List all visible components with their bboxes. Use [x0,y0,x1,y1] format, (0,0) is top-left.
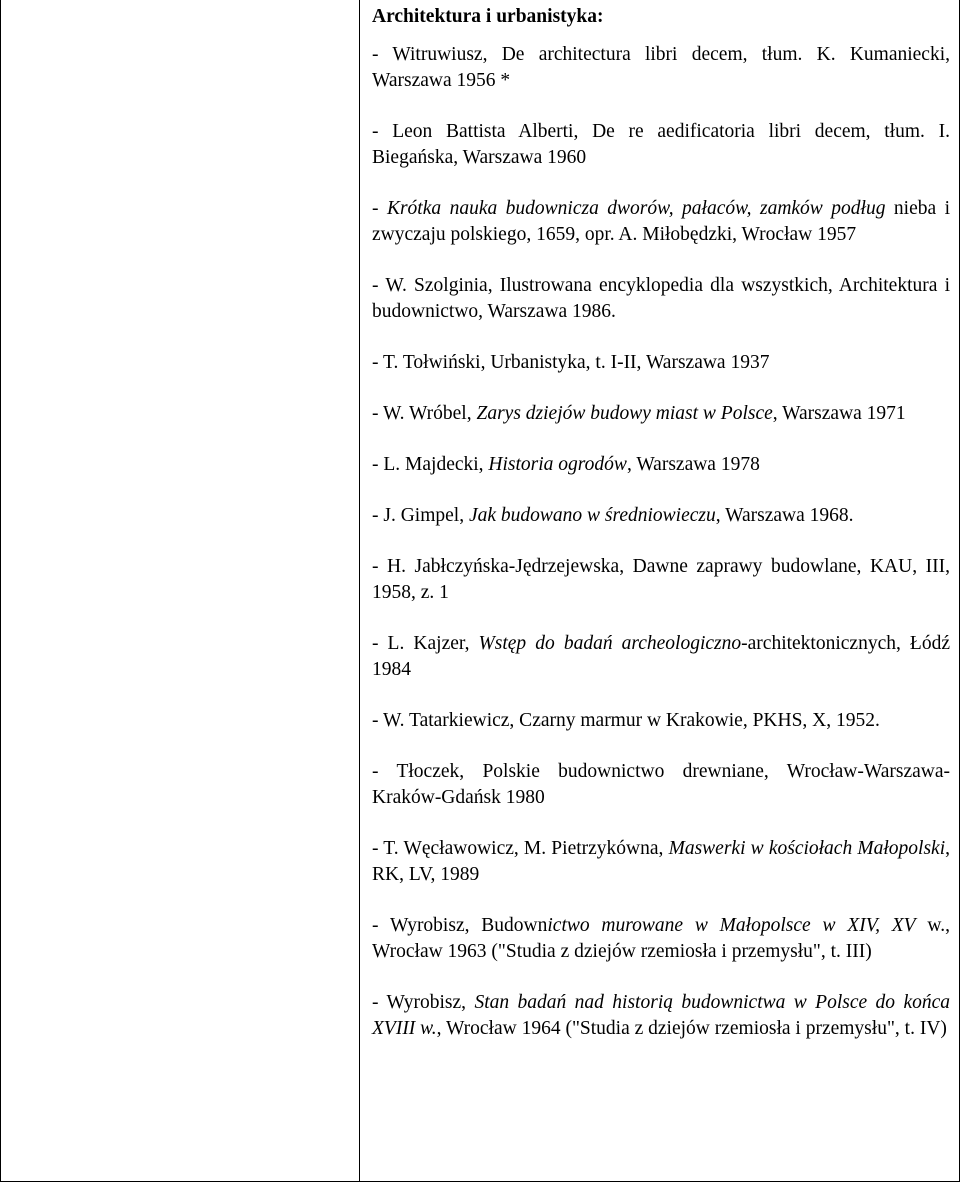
entry-text: - T. Tołwiński, Urbanistyka, t. I-II, Warszawa 1937 [372,352,770,373]
entry-text: - T. Węcławowicz, M. Pietrzykówna, [372,838,669,859]
entry-text: - L. Majdecki, [372,454,489,475]
bibliography-entry [372,196,950,248]
bibliography-entry [372,836,950,888]
bibliography-entry [372,554,950,606]
entry-text: w., Wrocław 1963 ("Studia z dziejów rzemiosła i przemysłu", t. III) [372,915,950,962]
entry-text: - Witruwiusz, De architectura libri decem, tłum. K. Kumaniecki, Warszawa 1956 * [372,44,950,91]
bibliography-entry [372,119,950,171]
entry-title-italic: ictwo murowane w Małopolsce w XIV, XV [547,915,916,936]
entry-text: - W. Szolginia, Ilustrowana encyklopedia dla wszystkich, Architektura i budownictwo, Warszawa 1986. [372,275,950,322]
entry-title-italic: Stan badań nad historią budownictwa w Polsce do końca XVIII w. [372,992,950,1039]
entry-text: , RK, LV, 1989 [372,838,950,885]
right-column-cell [360,0,959,1181]
entry-title-italic: Jak budowano w średniowieczu [468,505,716,526]
entry-text: nieba i zwyczaju polskiego, 1659, opr. A. Miłobędzki, Wrocław 1957 [372,198,951,245]
bibliography-entry [372,273,950,325]
bibliography-entry [372,990,950,1042]
entry-text: , Warszawa 1978 [626,454,760,475]
bibliography-entry [372,42,950,94]
entry-text: - L. Kajzer, [372,633,479,654]
bibliography-entry [372,913,950,965]
entry-title-italic: Historia ogrodów [488,454,627,475]
bibliography-entry [372,759,950,811]
bibliography-entry [372,708,950,734]
section-heading: Architektura i urbanistyka: [372,6,604,27]
bibliography-list [372,42,950,1042]
entry-text: - Tłoczek, Polskie budownictwo drewniane, Wrocław-Warszawa-Kraków-Gdańsk 1980 [372,761,950,808]
entry-title-italic: Krótka nauka budownicza dworów, pałaców, zamków podług [386,198,886,219]
entry-text: - W. Tatarkiewicz, Czarny marmur w Krakowie, PKHS, X, 1952. [372,710,880,731]
entry-text: - Wyrobisz, Budown [372,915,548,936]
bibliography-entry [372,401,950,427]
entry-title-italic: Maswerki w kościołach Małopolski [668,838,946,859]
bibliography-entry [372,350,950,376]
bibliography-entry [372,631,950,683]
left-column-empty-cell [1,0,360,1181]
entry-text: , Warszawa 1968. [715,505,854,526]
entry-title-italic: Wstęp do badań archeologiczno- [478,633,748,654]
entry-text: - Wyrobisz, [372,992,475,1013]
entry-text: - Leon Battista Alberti, De re aedificatoria libri decem, tłum. I. Biegańska, Warszawa 1960 [372,121,950,168]
bibliography-entry [372,452,950,478]
entry-text: architektonicznych, Łódź 1984 [372,633,950,680]
entry-text: , Wrocław 1964 ("Studia z dziejów rzemiosła i przemysłu", t. IV) [436,1018,947,1039]
entry-text: - W. Wróbel, [372,403,477,424]
entry-text: , Warszawa 1971 [772,403,906,424]
entry-text: - H. Jabłczyńska-Jędrzejewska, Dawne zaprawy budowlane, KAU, III, 1958, z. 1 [372,556,950,603]
entry-text: - J. Gimpel, [372,505,469,526]
entry-title-italic: Zarys dziejów budowy miast w Polsce [476,403,773,424]
entry-text: - [372,198,387,219]
bibliography-entry [372,503,950,529]
